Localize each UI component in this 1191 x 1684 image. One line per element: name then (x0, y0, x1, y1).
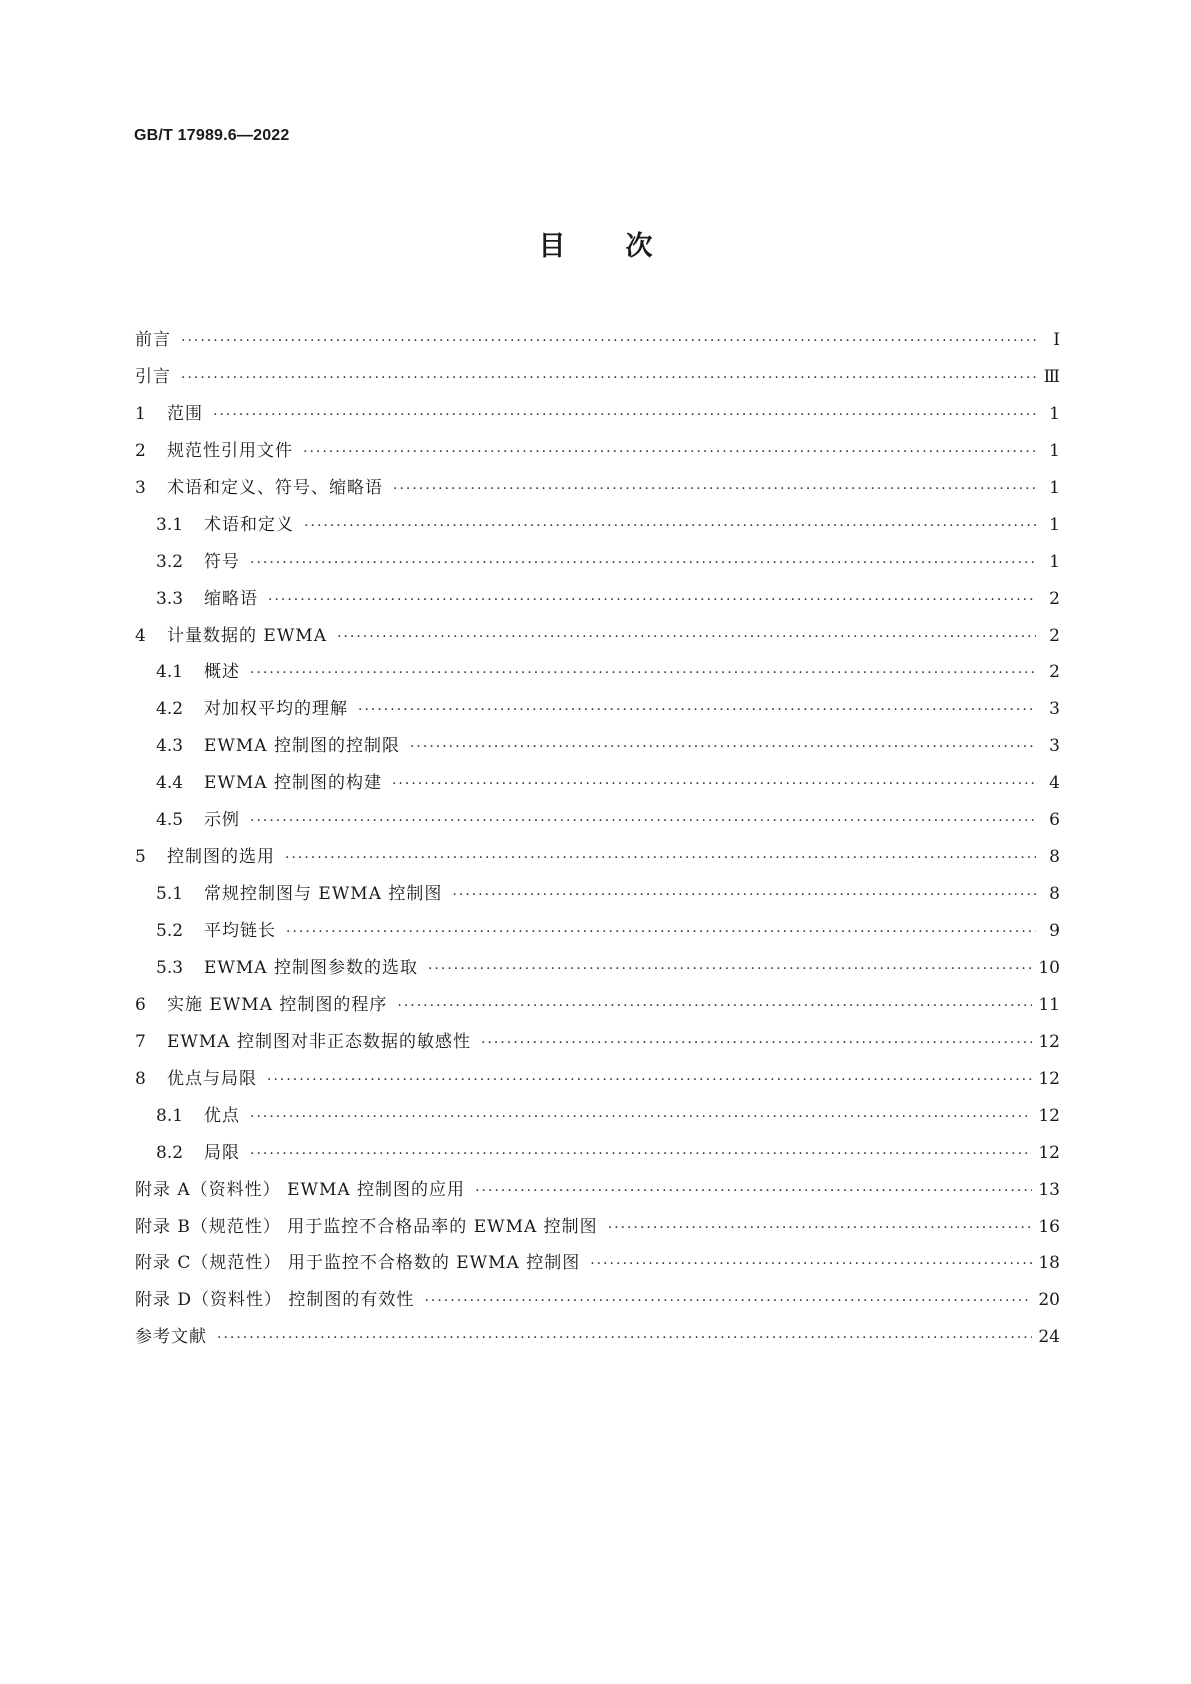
toc-entry-page-number: 10 (1038, 957, 1060, 978)
toc-entry[interactable] (135, 621, 1060, 658)
toc-entry-page-number: 16 (1038, 1216, 1060, 1237)
table-of-contents (135, 325, 1060, 1359)
toc-entry-number: 4.2 (156, 699, 184, 720)
toc-entry-number: 4.1 (156, 662, 184, 683)
toc-entry[interactable] (135, 879, 1060, 916)
toc-entry-page-number: 13 (1038, 1179, 1060, 1200)
toc-entry-label: 平均链长 (204, 921, 276, 941)
dot-leader (608, 1220, 1033, 1236)
dot-leader (428, 961, 1032, 977)
dot-leader (267, 1072, 1032, 1088)
toc-entry-page-number: 1 (1049, 440, 1060, 461)
toc-entry-label: EWMA 控制图参数的选取 (204, 957, 418, 978)
toc-entry-page-number: 18 (1038, 1253, 1060, 1274)
toc-entry-number: 7 (135, 1031, 146, 1052)
dot-leader (250, 1146, 1032, 1162)
toc-entry-label: 参考文献 (135, 1327, 207, 1348)
toc-entry-label: 优点 (204, 1105, 240, 1126)
toc-entry-label: 概述 (204, 662, 240, 683)
toc-entry-number: 5 (135, 847, 146, 868)
toc-entry-label: 优点与局限 (167, 1068, 257, 1089)
dot-leader (250, 665, 1036, 681)
dot-leader (268, 592, 1036, 608)
toc-entry-page-number: 1 (1049, 551, 1060, 572)
dot-leader (475, 1183, 1032, 1199)
toc-entry-label: 计量数据的 EWMA (167, 625, 327, 646)
toc-entry[interactable] (135, 990, 1060, 1027)
toc-entry-page-number: 3 (1049, 699, 1060, 720)
toc-entry-number: 4 (135, 625, 146, 646)
toc-entry-number: 3.3 (156, 588, 184, 609)
toc-entry[interactable] (135, 657, 1060, 694)
page-title: 目次 (538, 231, 713, 262)
toc-entry-label: 常规控制图与 EWMA 控制图 (204, 884, 443, 905)
toc-entry-label: 实施 EWMA 控制图的程序 (167, 994, 388, 1015)
dot-leader (304, 518, 1036, 534)
toc-entry-page-number: 8 (1049, 884, 1060, 905)
dot-leader (286, 924, 1036, 940)
dot-leader (250, 813, 1036, 829)
toc-entry-label: 示例 (204, 810, 240, 831)
dot-leader (213, 407, 1036, 423)
toc-entry-number: 5.1 (156, 884, 184, 905)
toc-entry[interactable] (135, 399, 1060, 436)
toc-entry[interactable] (135, 1064, 1060, 1101)
toc-entry[interactable] (135, 1175, 1060, 1212)
toc-entry-label: 局限 (204, 1142, 240, 1163)
dot-leader (181, 370, 1036, 386)
toc-entry-label: 控制图的选用 (167, 847, 275, 868)
toc-entry-page-number: Ⅰ (1053, 330, 1060, 350)
toc-entry-label: 对加权平均的理解 (204, 699, 348, 720)
dot-leader (250, 1109, 1032, 1125)
toc-entry-number: 5.2 (156, 921, 184, 941)
toc-entry[interactable] (135, 510, 1060, 547)
toc-entry[interactable] (135, 953, 1060, 990)
toc-entry[interactable] (135, 805, 1060, 842)
toc-entry[interactable] (135, 1248, 1060, 1285)
toc-entry[interactable] (135, 1027, 1060, 1064)
toc-entry-page-number: 1 (1049, 477, 1060, 498)
dot-leader (303, 444, 1036, 460)
toc-entry-page-number: 11 (1038, 994, 1060, 1015)
toc-entry[interactable] (135, 1322, 1060, 1359)
toc-entry-label: 附录 D（资料性） 控制图的有效性 (135, 1290, 415, 1311)
toc-entry-page-number: 24 (1038, 1327, 1060, 1348)
dot-leader (392, 776, 1036, 792)
toc-entry-label: 范围 (167, 403, 203, 424)
toc-entry[interactable] (135, 325, 1060, 362)
toc-entry-page-number: 12 (1038, 1105, 1060, 1126)
toc-entry-label: EWMA 控制图对非正态数据的敏感性 (167, 1031, 471, 1052)
toc-entry-number: 6 (135, 994, 146, 1015)
toc-entry-number: 8 (135, 1068, 146, 1089)
toc-entry-page-number: 12 (1038, 1142, 1060, 1163)
toc-entry-label: 术语和定义、符号、缩略语 (167, 477, 383, 498)
dot-leader (481, 1035, 1032, 1051)
toc-entry-label: 附录 C（规范性） 用于监控不合格数的 EWMA 控制图 (135, 1253, 581, 1274)
dot-leader (181, 333, 1036, 349)
toc-entry-page-number: 20 (1038, 1290, 1060, 1311)
dot-leader (397, 998, 1032, 1014)
toc-entry-page-number: 2 (1049, 625, 1060, 646)
dot-leader (424, 1293, 1032, 1309)
toc-entry[interactable] (135, 842, 1060, 879)
document-code: GB/T 17989.6—2022 (134, 127, 290, 144)
toc-entry-page-number: 2 (1049, 662, 1060, 683)
dot-leader (285, 850, 1036, 866)
toc-entry-number: 3.2 (156, 551, 184, 572)
toc-entry[interactable] (135, 694, 1060, 731)
dot-leader (393, 481, 1036, 497)
toc-entry-label: EWMA 控制图的构建 (204, 773, 382, 794)
dot-leader (590, 1256, 1032, 1272)
toc-entry[interactable] (135, 584, 1060, 621)
toc-entry-number: 3 (135, 477, 146, 498)
toc-entry[interactable] (135, 436, 1060, 473)
toc-entry-number: 5.3 (156, 957, 184, 978)
dot-leader (410, 739, 1036, 755)
toc-entry-page-number: 6 (1049, 810, 1060, 831)
toc-entry[interactable] (135, 547, 1060, 584)
toc-entry-number: 2 (135, 440, 146, 461)
toc-entry-label: 引言 (135, 366, 171, 387)
toc-entry-page-number: 1 (1049, 403, 1060, 424)
toc-entry-page-number: 12 (1038, 1068, 1060, 1089)
toc-entry-number: 1 (135, 403, 146, 424)
toc-entry-page-number: 2 (1049, 588, 1060, 609)
dot-leader (358, 702, 1036, 718)
toc-entry-number: 8.1 (156, 1105, 184, 1126)
toc-entry-number: 8.2 (156, 1142, 184, 1163)
toc-entry[interactable] (135, 1101, 1060, 1138)
toc-entry-label: 附录 A（资料性） EWMA 控制图的应用 (135, 1179, 466, 1200)
toc-entry-number: 4.5 (156, 810, 184, 831)
toc-entry-page-number: 8 (1049, 847, 1060, 868)
toc-entry-number: 4.3 (156, 736, 184, 757)
toc-entry-page-number: 9 (1049, 921, 1060, 941)
toc-entry-label: 附录 B（规范性） 用于监控不合格品率的 EWMA 控制图 (135, 1216, 598, 1237)
toc-entry-page-number: 3 (1049, 736, 1060, 757)
toc-entry-number: 4.4 (156, 773, 184, 794)
toc-entry-number: 3.1 (156, 514, 184, 535)
toc-entry[interactable] (135, 473, 1060, 510)
toc-entry[interactable] (135, 1212, 1060, 1249)
toc-entry-label: 术语和定义 (204, 514, 294, 535)
toc-entry-label: EWMA 控制图的控制限 (204, 736, 400, 757)
toc-entry-label: 缩略语 (204, 588, 258, 609)
dot-leader (250, 555, 1036, 571)
dot-leader (217, 1330, 1032, 1346)
toc-entry[interactable] (135, 362, 1060, 399)
toc-entry-label: 规范性引用文件 (167, 440, 293, 461)
toc-entry[interactable] (135, 1285, 1060, 1322)
toc-entry-label: 前言 (135, 330, 171, 350)
toc-entry-page-number: 12 (1038, 1031, 1060, 1052)
toc-entry[interactable] (135, 1138, 1060, 1175)
toc-entry[interactable] (135, 916, 1060, 953)
toc-entry[interactable] (135, 731, 1060, 768)
toc-entry-label: 符号 (204, 551, 240, 572)
dot-leader (337, 629, 1036, 645)
toc-entry-page-number: 1 (1049, 514, 1060, 535)
dot-leader (452, 887, 1036, 903)
toc-entry-page-number: Ⅲ (1043, 366, 1060, 387)
toc-entry-page-number: 4 (1049, 773, 1060, 794)
toc-entry[interactable] (135, 768, 1060, 805)
